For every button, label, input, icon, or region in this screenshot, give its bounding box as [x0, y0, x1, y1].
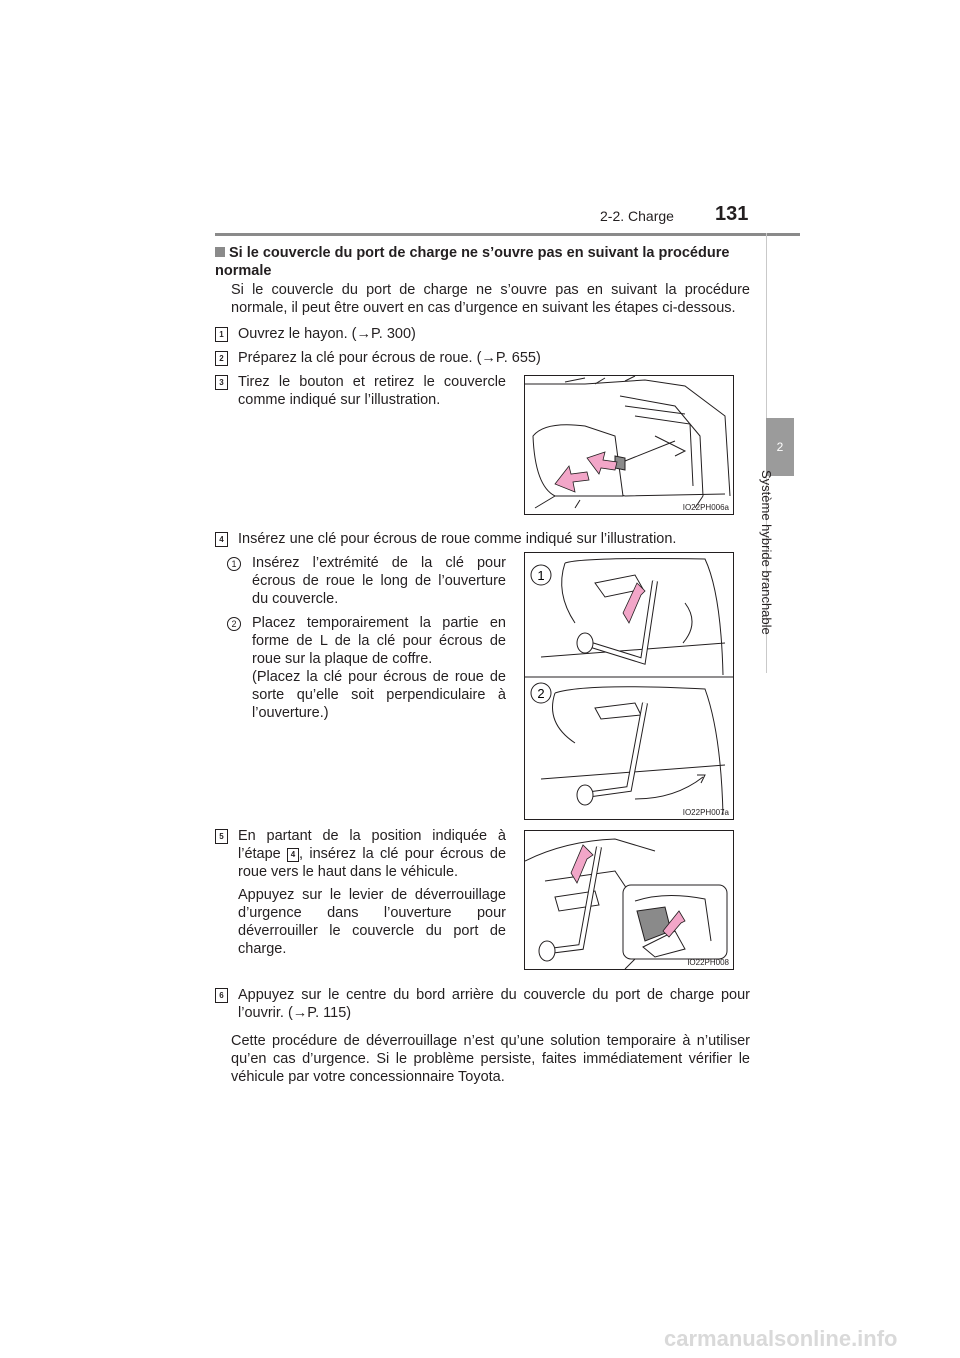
substep-number-1: 1 [227, 557, 241, 571]
header-rule [215, 233, 800, 236]
figure-3-drawing [525, 831, 733, 969]
figure-code: IO22PH007a [682, 808, 729, 817]
step-5-text: En partant de la position indiquée à l’étape 4 , insérez la clé pour écrous de roue vers le haut dans le véhicule. [238, 828, 507, 880]
figure-label-2: 2 [537, 686, 545, 701]
chapter-number: 2 [776, 440, 784, 454]
step-5-text-2: Appuyez sur le levier de déverrouillage d’urgence dans l’ouverture pour déverrouiller le couvercle du port de charge. [238, 887, 506, 957]
step-number-2: 2 [215, 351, 228, 366]
step-number-3: 3 [215, 375, 228, 390]
step-1-text: Ouvrez le hayon. (→P. 300) [238, 326, 416, 342]
figure-label-1: 1 [537, 568, 545, 583]
substep-2-note: (Placez la clé pour écrous de roue de sorte qu’elle soit perpendiculaire à l’ouverture.) [252, 669, 506, 721]
substep-2-text: Placez temporairement la partie en forme de L de la clé pour écrous de roue sur la plaque de coffre. [252, 615, 506, 667]
step-number-5: 5 [215, 829, 228, 844]
step-4-text: Insérez une clé pour écrous de roue comme indiqué sur l’illustration. [238, 531, 677, 547]
substep-number-2: 2 [227, 617, 241, 631]
step-number-6: 6 [215, 988, 228, 1003]
figure-wrench-insertion [524, 552, 734, 820]
figure-cover-removal [524, 375, 734, 515]
closing-paragraph: Cette procédure de déverrouillage n’est qu’une solution temporaire à n’utiliser qu’en cas d’urgence. Si le problème persiste, faites immédiatement vérifier le véhicule par votre concessionnaire Toyota. [231, 1033, 750, 1085]
step-6-text: Appuyez sur le centre du bord arrière du couvercle du port de charge pour l’ouvrir. (→P. 115) [238, 987, 750, 1021]
header-section-title: 2-2. Charge [600, 208, 674, 224]
step-number-1: 1 [215, 327, 228, 342]
step-ref-4: 4 [287, 848, 299, 862]
page-number: 131 [715, 203, 749, 225]
step-2-text: Préparez la clé pour écrous de roue. (→P. 655) [238, 350, 541, 366]
figure-emergency-lever [524, 830, 734, 970]
figure-2-drawing [525, 553, 733, 819]
step-number-4: 4 [215, 532, 228, 547]
footer-watermark: carmanualsonline.info [664, 1326, 898, 1351]
figure-code: IO22PH006a [682, 503, 729, 512]
chapter-title: Système hybride branchable [759, 470, 774, 635]
section-intro: Si le couvercle du port de charge ne s’ouvre pas en suivant la procédure normale, il peut être ouvert en cas d’urgence en suivant les étapes ci-dessous. [231, 282, 750, 316]
substep-1-text: Insérez l’extrémité de la clé pour écrous de roue le long de l’ouverture du couvercle. [252, 555, 506, 607]
step-3-text: Tirez le bouton et retirez le couvercle comme indiqué sur l’illustration. [238, 374, 506, 408]
figure-code: IO22PH008 [687, 958, 729, 967]
chapter-tab[interactable] [766, 418, 794, 476]
figure-1-drawing [525, 376, 733, 514]
section-title: Si le couvercle du port de charge ne s’ouvre pas en suivant la procédure normale [215, 245, 730, 279]
section-marker-icon [215, 247, 225, 257]
